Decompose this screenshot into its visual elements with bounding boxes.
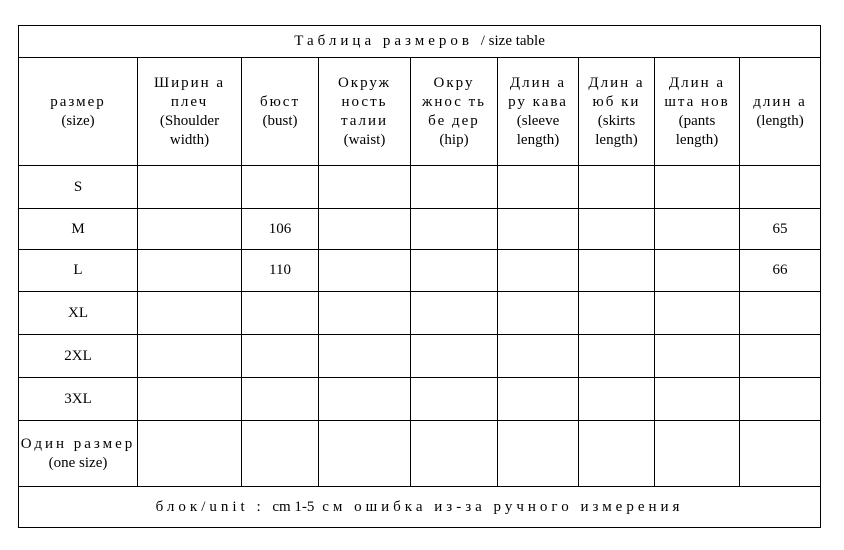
shoulder-cell (138, 250, 242, 292)
shoulder-cell (138, 421, 242, 487)
skirt-cell (579, 209, 655, 250)
size-cell: L (19, 250, 138, 292)
size-cell-one-size: Один размер (one size) (19, 421, 138, 487)
waist-cell (319, 378, 411, 421)
length-cell (740, 166, 821, 209)
table-title-ru: Таблица размеров (294, 33, 473, 49)
header-waist: Окруж ность талии (waist) (319, 58, 411, 166)
size-cell: 3XL (19, 378, 138, 421)
waist-cell (319, 250, 411, 292)
bust-cell: 110 (242, 250, 319, 292)
table-row-one-size (19, 421, 821, 487)
sleeve-cell (498, 292, 579, 335)
table-row (19, 209, 821, 250)
hip-cell (411, 421, 498, 487)
footer-unit-ru: блок/unit : (155, 498, 265, 515)
table-row (19, 292, 821, 335)
header-pants: Длин а шта нов (pants length) (655, 58, 740, 166)
table-footer-note (19, 487, 821, 528)
pants-cell (655, 209, 740, 250)
waist-cell (319, 421, 411, 487)
shoulder-cell (138, 166, 242, 209)
length-cell: 66 (740, 250, 821, 292)
header-sleeve: Длин а ру кава (sleeve length) (498, 58, 579, 166)
header-shoulder: Ширин а плеч (Shoulder width) (138, 58, 242, 166)
waist-cell (319, 335, 411, 378)
table-row (19, 335, 821, 378)
pants-cell (655, 166, 740, 209)
length-cell (740, 421, 821, 487)
pants-cell (655, 250, 740, 292)
shoulder-cell (138, 292, 242, 335)
header-length: длин а (length) (740, 58, 821, 166)
skirt-cell (579, 378, 655, 421)
hip-cell (411, 166, 498, 209)
skirt-cell (579, 250, 655, 292)
length-cell (740, 335, 821, 378)
bust-cell (242, 335, 319, 378)
sleeve-cell (498, 209, 579, 250)
shoulder-cell (138, 209, 242, 250)
skirt-cell (579, 166, 655, 209)
sleeve-cell (498, 250, 579, 292)
table-row (19, 378, 821, 421)
size-table (18, 25, 821, 528)
header-hip: Окру жнос ть бе дер (hip) (411, 58, 498, 166)
size-cell: M (19, 209, 138, 250)
waist-cell (319, 209, 411, 250)
pants-cell (655, 292, 740, 335)
length-cell: 65 (740, 209, 821, 250)
bust-cell (242, 166, 319, 209)
pants-cell (655, 335, 740, 378)
bust-cell: 106 (242, 209, 319, 250)
header-skirt: Длин а юб ки (skirts length) (579, 58, 655, 166)
skirt-cell (579, 292, 655, 335)
pants-cell (655, 421, 740, 487)
shoulder-cell (138, 378, 242, 421)
hip-cell (411, 335, 498, 378)
skirt-cell (579, 421, 655, 487)
hip-cell (411, 250, 498, 292)
waist-cell (319, 292, 411, 335)
header-size: размер (size) (19, 58, 138, 166)
size-cell: 2XL (19, 335, 138, 378)
size-cell: S (19, 166, 138, 209)
length-cell (740, 292, 821, 335)
table-row (19, 250, 821, 292)
size-cell: XL (19, 292, 138, 335)
sleeve-cell (498, 421, 579, 487)
pants-cell (655, 378, 740, 421)
shoulder-cell (138, 335, 242, 378)
sleeve-cell (498, 335, 579, 378)
sleeve-cell (498, 166, 579, 209)
table-title (19, 26, 821, 58)
hip-cell (411, 378, 498, 421)
table-title-en: / size table (480, 33, 545, 49)
bust-cell (242, 421, 319, 487)
sleeve-cell (498, 378, 579, 421)
footer-unit-en: cm 1-5 (272, 498, 315, 515)
bust-cell (242, 378, 319, 421)
bust-cell (242, 292, 319, 335)
length-cell (740, 378, 821, 421)
hip-cell (411, 292, 498, 335)
hip-cell (411, 209, 498, 250)
skirt-cell (579, 335, 655, 378)
header-bust: бюст (bust) (242, 58, 319, 166)
header-row (19, 58, 821, 166)
footer-note-ru: см ошибка из-за ручного измерения (322, 498, 684, 515)
waist-cell (319, 166, 411, 209)
table-row (19, 166, 821, 209)
